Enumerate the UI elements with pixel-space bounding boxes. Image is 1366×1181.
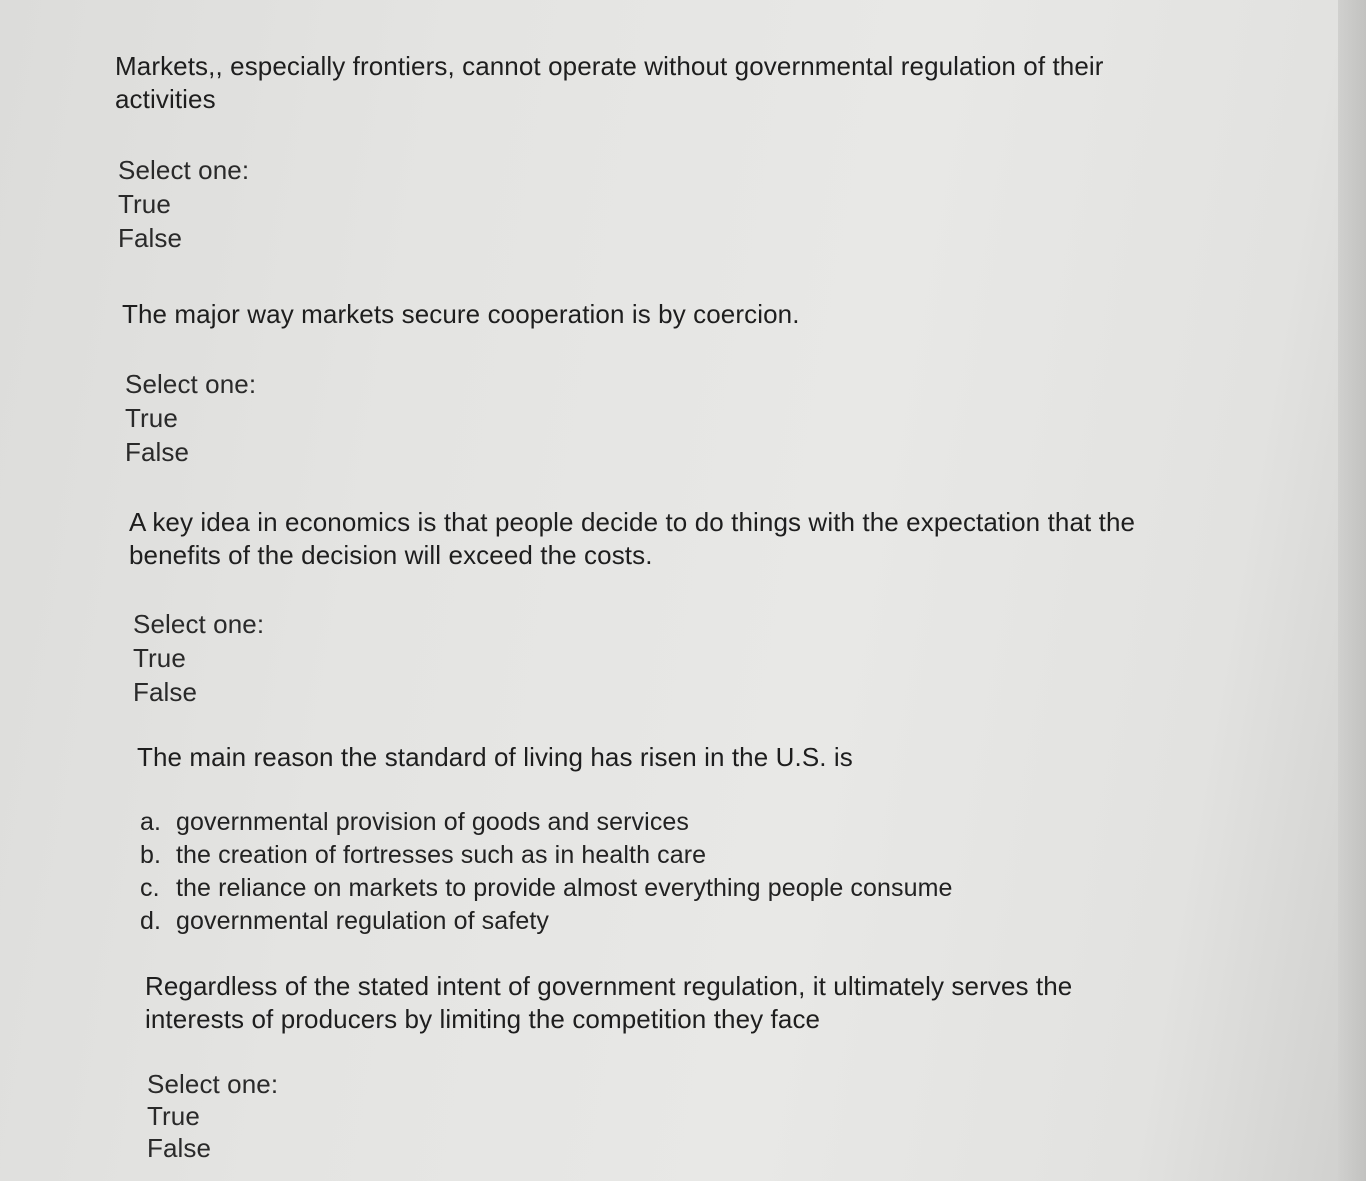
- question-4: [137, 741, 1147, 938]
- question-text: A key idea in economics is that people decide to do things with the expectation that the benefits of the decision will exceed the costs.: [129, 507, 1136, 570]
- option-true[interactable]: True: [125, 403, 178, 433]
- option-b[interactable]: [140, 839, 1147, 872]
- option-true[interactable]: True: [147, 1101, 200, 1131]
- question-2: [122, 298, 1132, 469]
- option-false[interactable]: False: [133, 677, 198, 707]
- select-one-label: Select one:: [118, 155, 250, 185]
- question-5: [145, 970, 1175, 1164]
- option-letter: d.: [140, 907, 162, 935]
- option-text: governmental regulation of safety: [176, 907, 549, 935]
- page-edge: [1338, 0, 1366, 1181]
- select-one-label: Select one:: [147, 1069, 279, 1099]
- option-text: the creation of fortresses such as in health care: [176, 841, 707, 869]
- question-text: The major way markets secure cooperation is by coercion.: [122, 299, 800, 329]
- option-letter: b.: [140, 841, 162, 869]
- option-true[interactable]: True: [118, 189, 171, 219]
- option-a[interactable]: [140, 806, 1147, 839]
- option-d[interactable]: [140, 905, 1147, 938]
- option-text: governmental provision of goods and services: [176, 808, 690, 836]
- option-false[interactable]: False: [125, 437, 190, 467]
- option-c[interactable]: [140, 872, 1147, 905]
- question-text: The main reason the standard of living has risen in the U.S. is: [137, 742, 853, 772]
- question-text: Regardless of the stated intent of government regulation, it ultimately serves the interests of producers by limiting the competition they face: [145, 971, 1073, 1034]
- option-letter: a.: [140, 808, 162, 836]
- option-false[interactable]: False: [118, 223, 183, 253]
- select-one-label: Select one:: [133, 609, 265, 639]
- option-false[interactable]: False: [147, 1133, 212, 1163]
- option-true[interactable]: True: [133, 643, 186, 673]
- option-text: the reliance on markets to provide almost everything people consume: [176, 874, 953, 902]
- question-1: [115, 50, 1125, 255]
- select-one-label: Select one:: [125, 369, 257, 399]
- option-letter: c.: [140, 874, 160, 902]
- question-text: Markets,, especially frontiers, cannot operate without governmental regulation of their activities: [115, 51, 1104, 114]
- question-3: [129, 506, 1139, 709]
